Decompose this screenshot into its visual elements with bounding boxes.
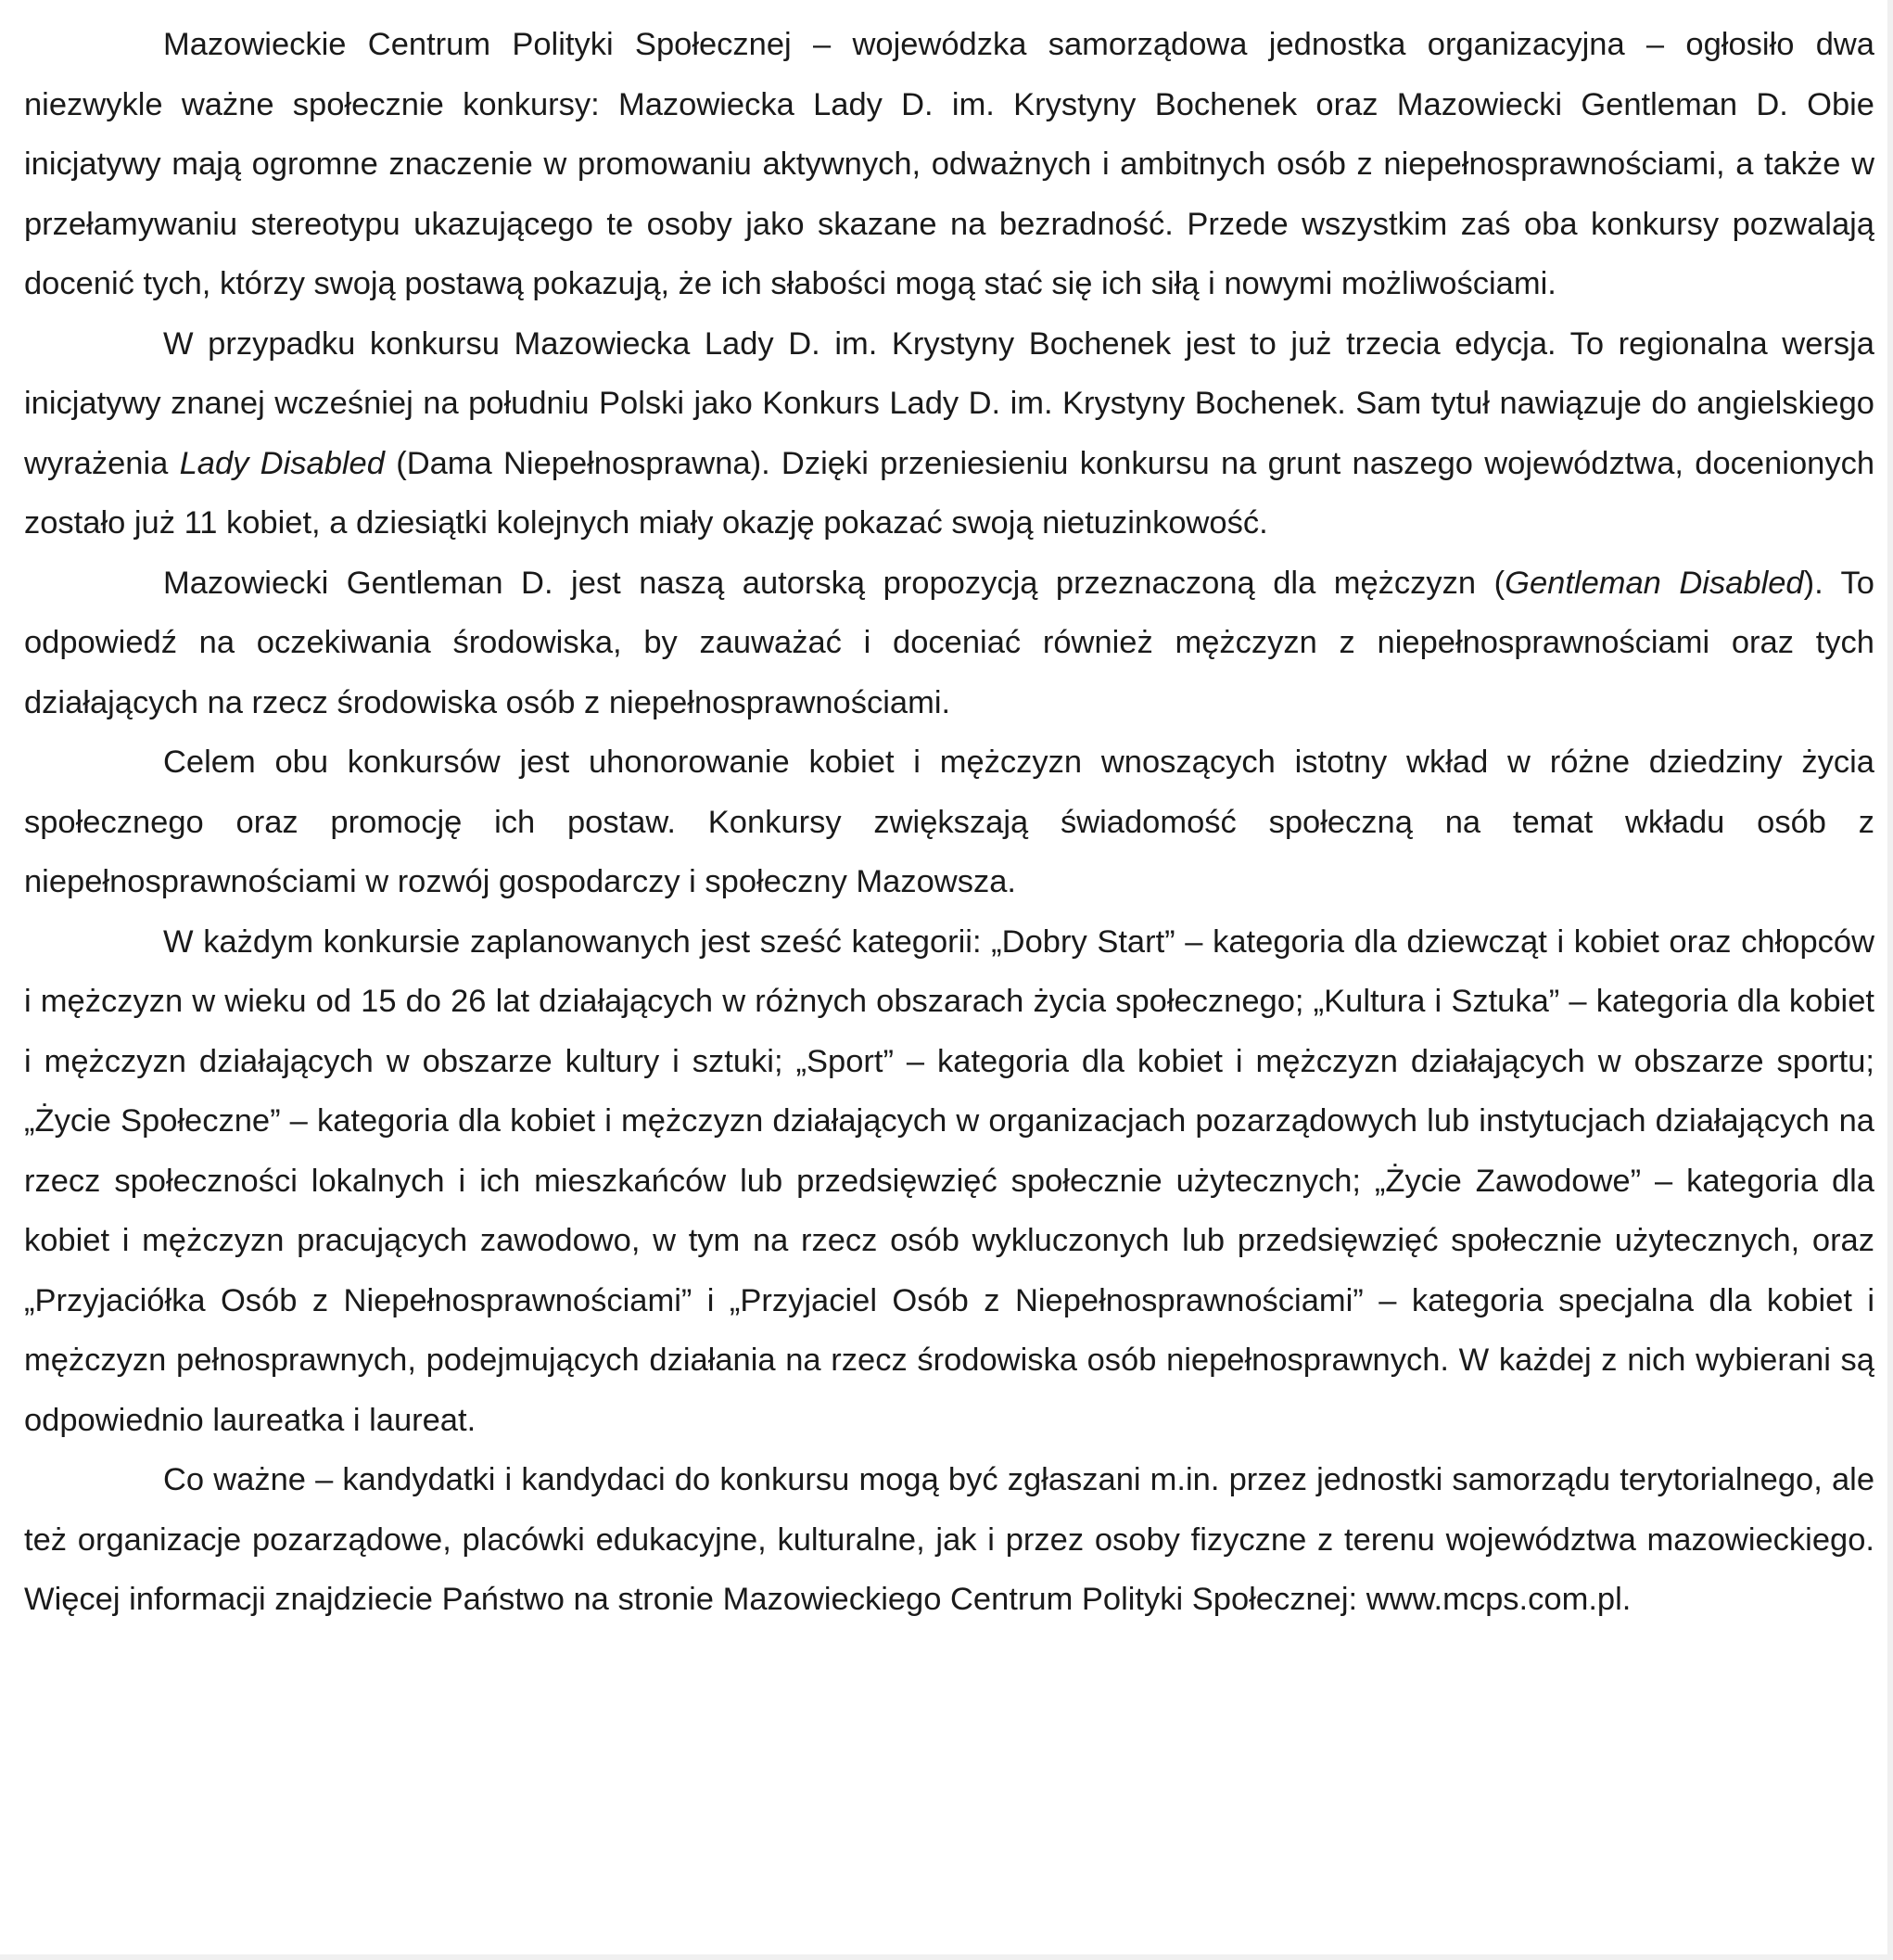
paragraph-text: ). To odpowiedź na oczekiwania środowiska, by zauważać i doceniać również mężczyzn z niepełnosprawnościami oraz tych działających na rzecz środowiska osób z niepełnosprawnościami. [24,565,1874,720]
paragraph-text: Celem obu konkursów jest uhonorowanie kobiet i mężczyzn wnoszących istotny wkład w różne dziedziny życia społecznego oraz promocję ich postaw. Konkursy zwiększają świadomość społeczną na temat wkładu osób z niepełnosprawnościami w rozwój gospodarczy i społeczny Mazowsza. [24,745,1874,899]
paragraph-categories [24,912,1874,1451]
paragraph-lady-d [24,314,1874,554]
paragraph-text: W przypadku konkursu Mazowiecka Lady D. im. Krystyny Bochenek jest to już trzecia edycja. To regionalna wersja inicjatywy znanej wcześniej na południu Polski jako Konkurs Lady D. im. Krystyny Bochenek. Sam tytuł nawiązuje do angielskiego wyrażenia [24,325,1874,481]
paragraph-text: Co ważne – kandydatki i kandydaci do konkursu mogą być zgłaszani m.in. przez jednostki samorządu terytorialnego, ale też organizacje pozarządowe, placówki edukacyjne, kulturalne, jak i przez osoby fizyczne z terenu województwa mazowieckiego. Więcej informacji znajdziecie Państwo na stronie Mazowieckiego Centrum Polityki Społecznej: www.mcps.com.pl. [24,1462,1874,1617]
paragraph-nominations [24,1450,1874,1630]
paragraph-text: Mazowiecki Gentleman D. jest naszą autorską propozycją przeznaczoną dla mężczyzn ( [163,565,1506,601]
paragraph-gentleman-d [24,554,1874,733]
paragraph-goal [24,732,1874,912]
italic-term-lady-disabled: Lady Disabled [179,445,385,481]
paragraph-text: (Dama Niepełnosprawna). Dzięki przeniesieniu konkursu na grunt naszego województwa, docenionych zostało już 11 kobiet, a dziesiątki kolejnych miały okazję pokazać swoją nietuzinkowość. [24,445,1875,541]
paragraph-text: W każdym konkursie zaplanowanych jest sześć kategorii: „Dobry Start” – kategoria dla dziewcząt i kobiet oraz chłopców i mężczyzn w wieku od 15 do 26 lat działających w różnych obszarach życia społecznego; „Kultura i Sztuka” – kategoria dla kobiet i mężczyzn działających w obszarze kultury i sztuki; „Sport” – kategoria dla kobiet i mężczyzn działających w obszarze sportu; „Życie Społeczne” – kategoria dla kobiet i mężczyzn działających w organizacjach pozarządowych lub instytucjach działających na rzecz społeczności lokalnych i ich mieszkańców lub przedsięwzięć społecznie użytecznych; „Życie Zawodowe” – kategoria dla kobiet i mężczyzn pracujących zawodowo, w tym na rzecz osób wykluczonych lub przedsięwzięć społecznie użytecznych, oraz „Przyjaciółka Osób z Niepełnosprawnościami” i „Przyjaciel Osób z Niepełnosprawnościami” – kategoria specjalna dla kobiet i mężczyzn pełnosprawnych, podejmujących działania na rzecz środowiska osób niepełnosprawnych. W każdej z nich wybierani są odpowiednio laureatka i laureat. [24,923,1874,1438]
italic-term-gentleman-disabled: Gentleman Disabled [1505,565,1804,601]
document-body [24,15,1874,1630]
paragraph-intro [24,15,1874,314]
paragraph-text: Mazowieckie Centrum Polityki Społecznej – wojewódzka samorządowa jednostka organizacyjna – ogłosiło dwa niezwykle ważne społecznie konkursy: Mazowiecka Lady D. im. Krystyny Bochenek oraz Mazowiecki Gentleman D. Obie inicjatywy mają ogromne znaczenie w promowaniu aktywnych, odważnych i ambitnych osób z niepełnosprawnościami, a także w przełamywaniu stereotypu ukazującego te osoby jako skazane na bezradność. Przede wszystkim zaś oba konkursy pozwalają docenić tych, którzy swoją postawą pokazują, że ich słabości mogą stać się ich siłą i nowymi możliwościami. [24,27,1874,301]
